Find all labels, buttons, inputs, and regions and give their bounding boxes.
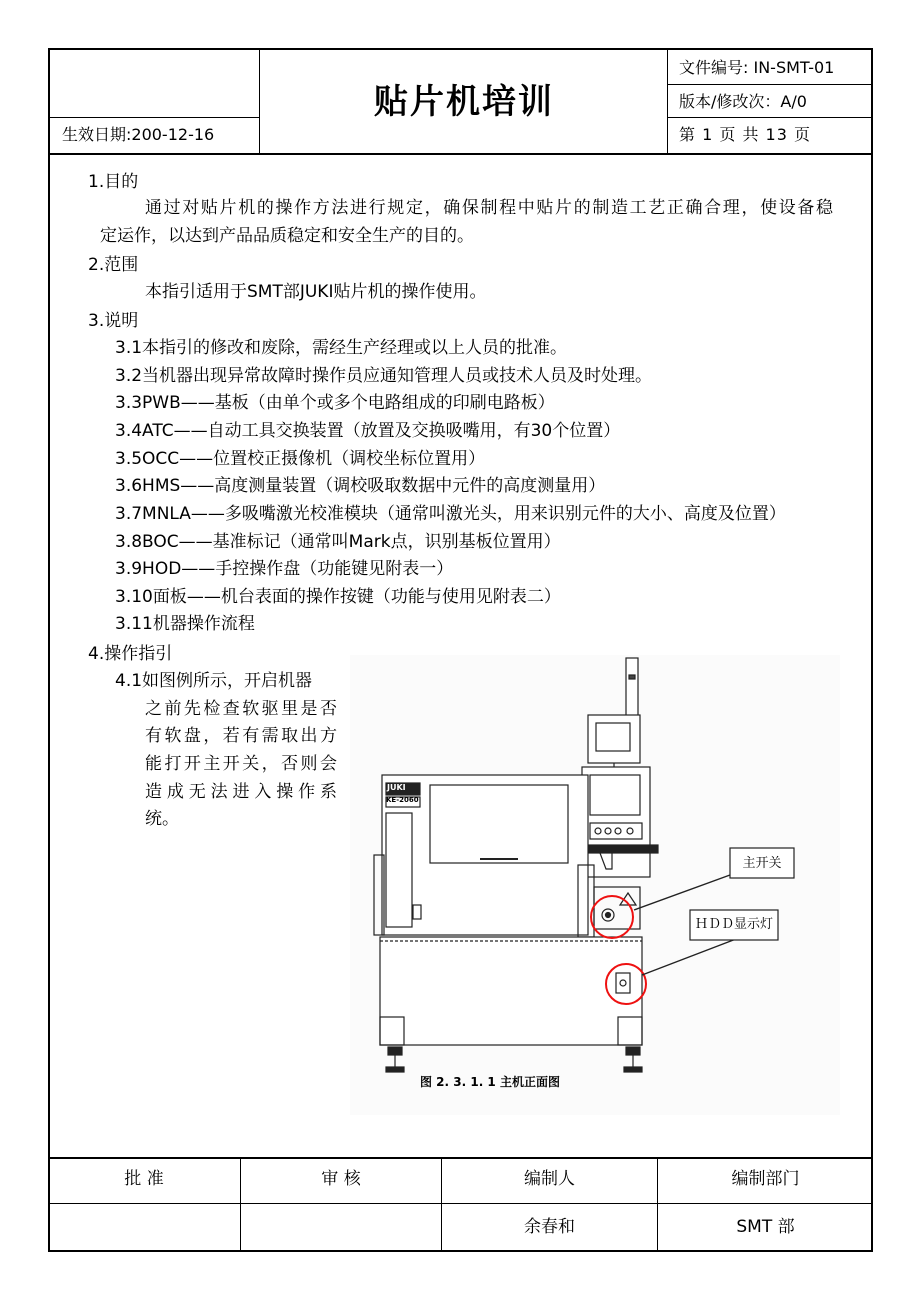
section-3-item: 3.2当机器出现异常故障时操作员应通知管理人员或技术人员及时处理。 xyxy=(115,366,653,386)
section-1-heading: 1.目的 xyxy=(88,172,139,192)
document-number: 文件编号: IN-SMT-01 xyxy=(679,58,835,77)
section-3-item: 3.6HMS——高度测量装置（调校吸取数据中元件的高度测量用） xyxy=(115,476,606,496)
approve-header: 批 准 xyxy=(124,1169,164,1189)
department-header: 编制部门 xyxy=(731,1169,800,1189)
section-4-heading: 4.操作指引 xyxy=(88,644,173,664)
header-left-row-line xyxy=(48,117,260,118)
review-header: 审 核 xyxy=(321,1169,361,1189)
signoff-middle-line xyxy=(48,1203,873,1204)
machine-brand-label: JUKI xyxy=(387,783,406,792)
hdd-lamp-callout: ＨＤＤ显示灯 xyxy=(694,917,773,932)
section-3-item: 3.10面板——机台表面的操作按键（功能与使用见附表二） xyxy=(115,587,561,607)
section-4-line: 统。 xyxy=(145,809,179,829)
machine-front-view-figure xyxy=(350,655,840,1115)
machine-model-label: KE-2060 xyxy=(386,796,419,804)
section-3-item: 3.11机器操作流程 xyxy=(115,614,255,634)
author-value: 余春和 xyxy=(524,1217,575,1237)
section-1-line-2: 定运作，以达到产品品质稳定和安全生产的目的。 xyxy=(100,226,474,246)
section-2-heading: 2.范围 xyxy=(88,255,139,275)
section-3-item: 3.3PWB——基板（由单个或多个电路组成的印刷电路板） xyxy=(115,393,555,413)
section-4-line: 之前先检查软驱里是否 xyxy=(145,699,337,719)
section-3-item: 3.8BOC——基准标记（通常叫Mark点，识别基板位置用） xyxy=(115,532,561,552)
section-4-line: 4.1如图例所示，开启机器 xyxy=(115,671,313,691)
main-switch-callout: 主开关 xyxy=(742,856,782,871)
figure-caption: 图 2. 3. 1. 1 主机正面图 xyxy=(420,1075,560,1089)
section-4-line: 能打开主开关，否则会 xyxy=(145,754,337,774)
effective-date: 生效日期:200-12-16 xyxy=(62,125,215,144)
section-3-item: 3.5OCC——位置校正摄像机（调校坐标位置用） xyxy=(115,449,486,469)
section-1-line-1: 通过对贴片机的操作方法进行规定，确保制程中贴片的制造工艺正确合理，使设备稳 xyxy=(145,198,833,218)
section-4-line: 造成无法进入操作系 xyxy=(145,782,337,802)
department-value: SMT 部 xyxy=(736,1217,795,1237)
page-count: 第 1 页 共 13 页 xyxy=(679,125,811,144)
author-header: 编制人 xyxy=(524,1169,575,1189)
section-4-line: 有软盘，若有需取出方 xyxy=(145,726,337,746)
section-3-item: 3.7MNLA——多吸嘴激光校准模块（通常叫激光头，用来识别元件的大小、高度及位置） xyxy=(115,504,786,524)
section-3-item: 3.4ATC——自动工具交换装置（放置及交换吸嘴用，有30个位置） xyxy=(115,421,621,441)
header-right-row-line-1 xyxy=(667,84,873,85)
section-3-item: 3.9HOD——手控操作盘（功能键见附表一） xyxy=(115,559,454,579)
section-2-body: 本指引适用于SMT部JUKI贴片机的操作使用。 xyxy=(145,282,487,302)
version-revision: 版本/修改次：A/0 xyxy=(679,92,807,111)
header-right-row-line-2 xyxy=(667,117,873,118)
section-3-item: 3.1本指引的修改和废除，需经生产经理或以上人员的批准。 xyxy=(115,338,568,358)
page-title: 贴片机培训 xyxy=(374,82,554,122)
header-bottom-line xyxy=(48,153,873,155)
signoff-top-line xyxy=(48,1157,873,1159)
section-3-heading: 3.说明 xyxy=(88,311,139,331)
